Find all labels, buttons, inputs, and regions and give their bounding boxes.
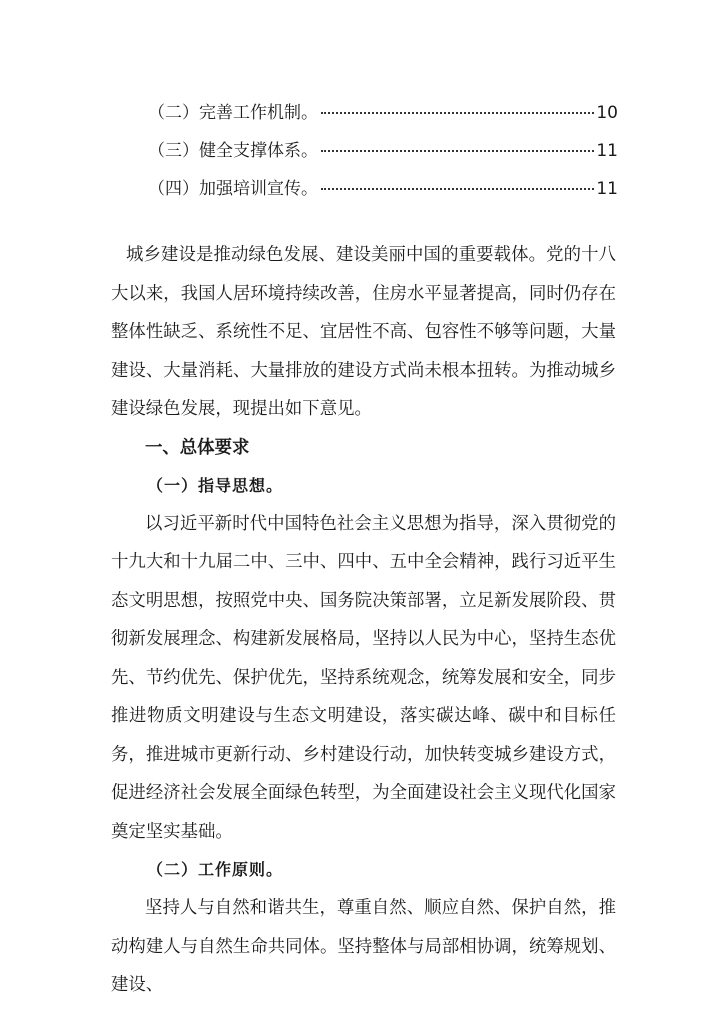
toc-entry-title: （二）完善工作机制。 [148, 103, 318, 123]
subsection-heading: （一）指导思想。 [147, 475, 284, 495]
section-heading: 一、总体要求 [145, 437, 250, 458]
toc-entry[interactable] [148, 94, 618, 132]
toc-entry[interactable] [148, 132, 618, 170]
toc-entry[interactable] [148, 170, 618, 208]
toc-entry-title: （三）健全支撑体系。 [148, 141, 318, 161]
toc-leader-dots [321, 188, 594, 190]
toc-entry-title: （四）加强培训宣传。 [148, 179, 318, 199]
intro-paragraph: 城乡建设是推动绿色发展、建设美丽中国的重要载体。党的十八大以来，我国人居环境持续改善，住房水平显著提高，同时仍存在整体性缺乏、系统性不足、宜居性不高、包容性不够等问题，大量建设、大量消耗、大量排放的建设方式尚未根本扭转。为推动城乡建设绿色发展，现提出如下意见。 [111, 245, 616, 419]
body-paragraph: 以习近平新时代中国特色社会主义思想为指导，深入贯彻党的十九大和十九届二中、三中、四中、五中全会精神，践行习近平生态文明思想，按照党中央、国务院决策部署，立足新发展阶段、贯彻新发展理念、构建新发展格局，坚持以人民为中心，坚持生态优先、节约优先、保护优先，坚持系统观念，统筹发展和安全，同步推进物质文明建设与生态文明建设，落实碳达峰、碳中和目标任务，推进城市更新行动、乡村建设行动，加快转变城乡建设方式，促进经济社会发展全面绿色转型，为全面建设社会主义现代化国家奠定坚实基础。 [111, 513, 616, 842]
table-of-contents [148, 94, 618, 208]
toc-entry-page: 10 [596, 103, 618, 123]
toc-leader-dots [321, 150, 594, 152]
toc-entry-page: 11 [596, 141, 618, 161]
body-content [111, 236, 616, 1005]
toc-entry-page: 11 [596, 179, 618, 199]
toc-leader-dots [321, 112, 594, 114]
subsection-heading: （二）工作原则。 [147, 860, 284, 879]
body-paragraph: 坚持人与自然和谐共生，尊重自然、顺应自然、保护自然，推动构建人与自然生命共同体。坚持整体与局部相协调，统筹规划、建设、 [111, 898, 616, 995]
